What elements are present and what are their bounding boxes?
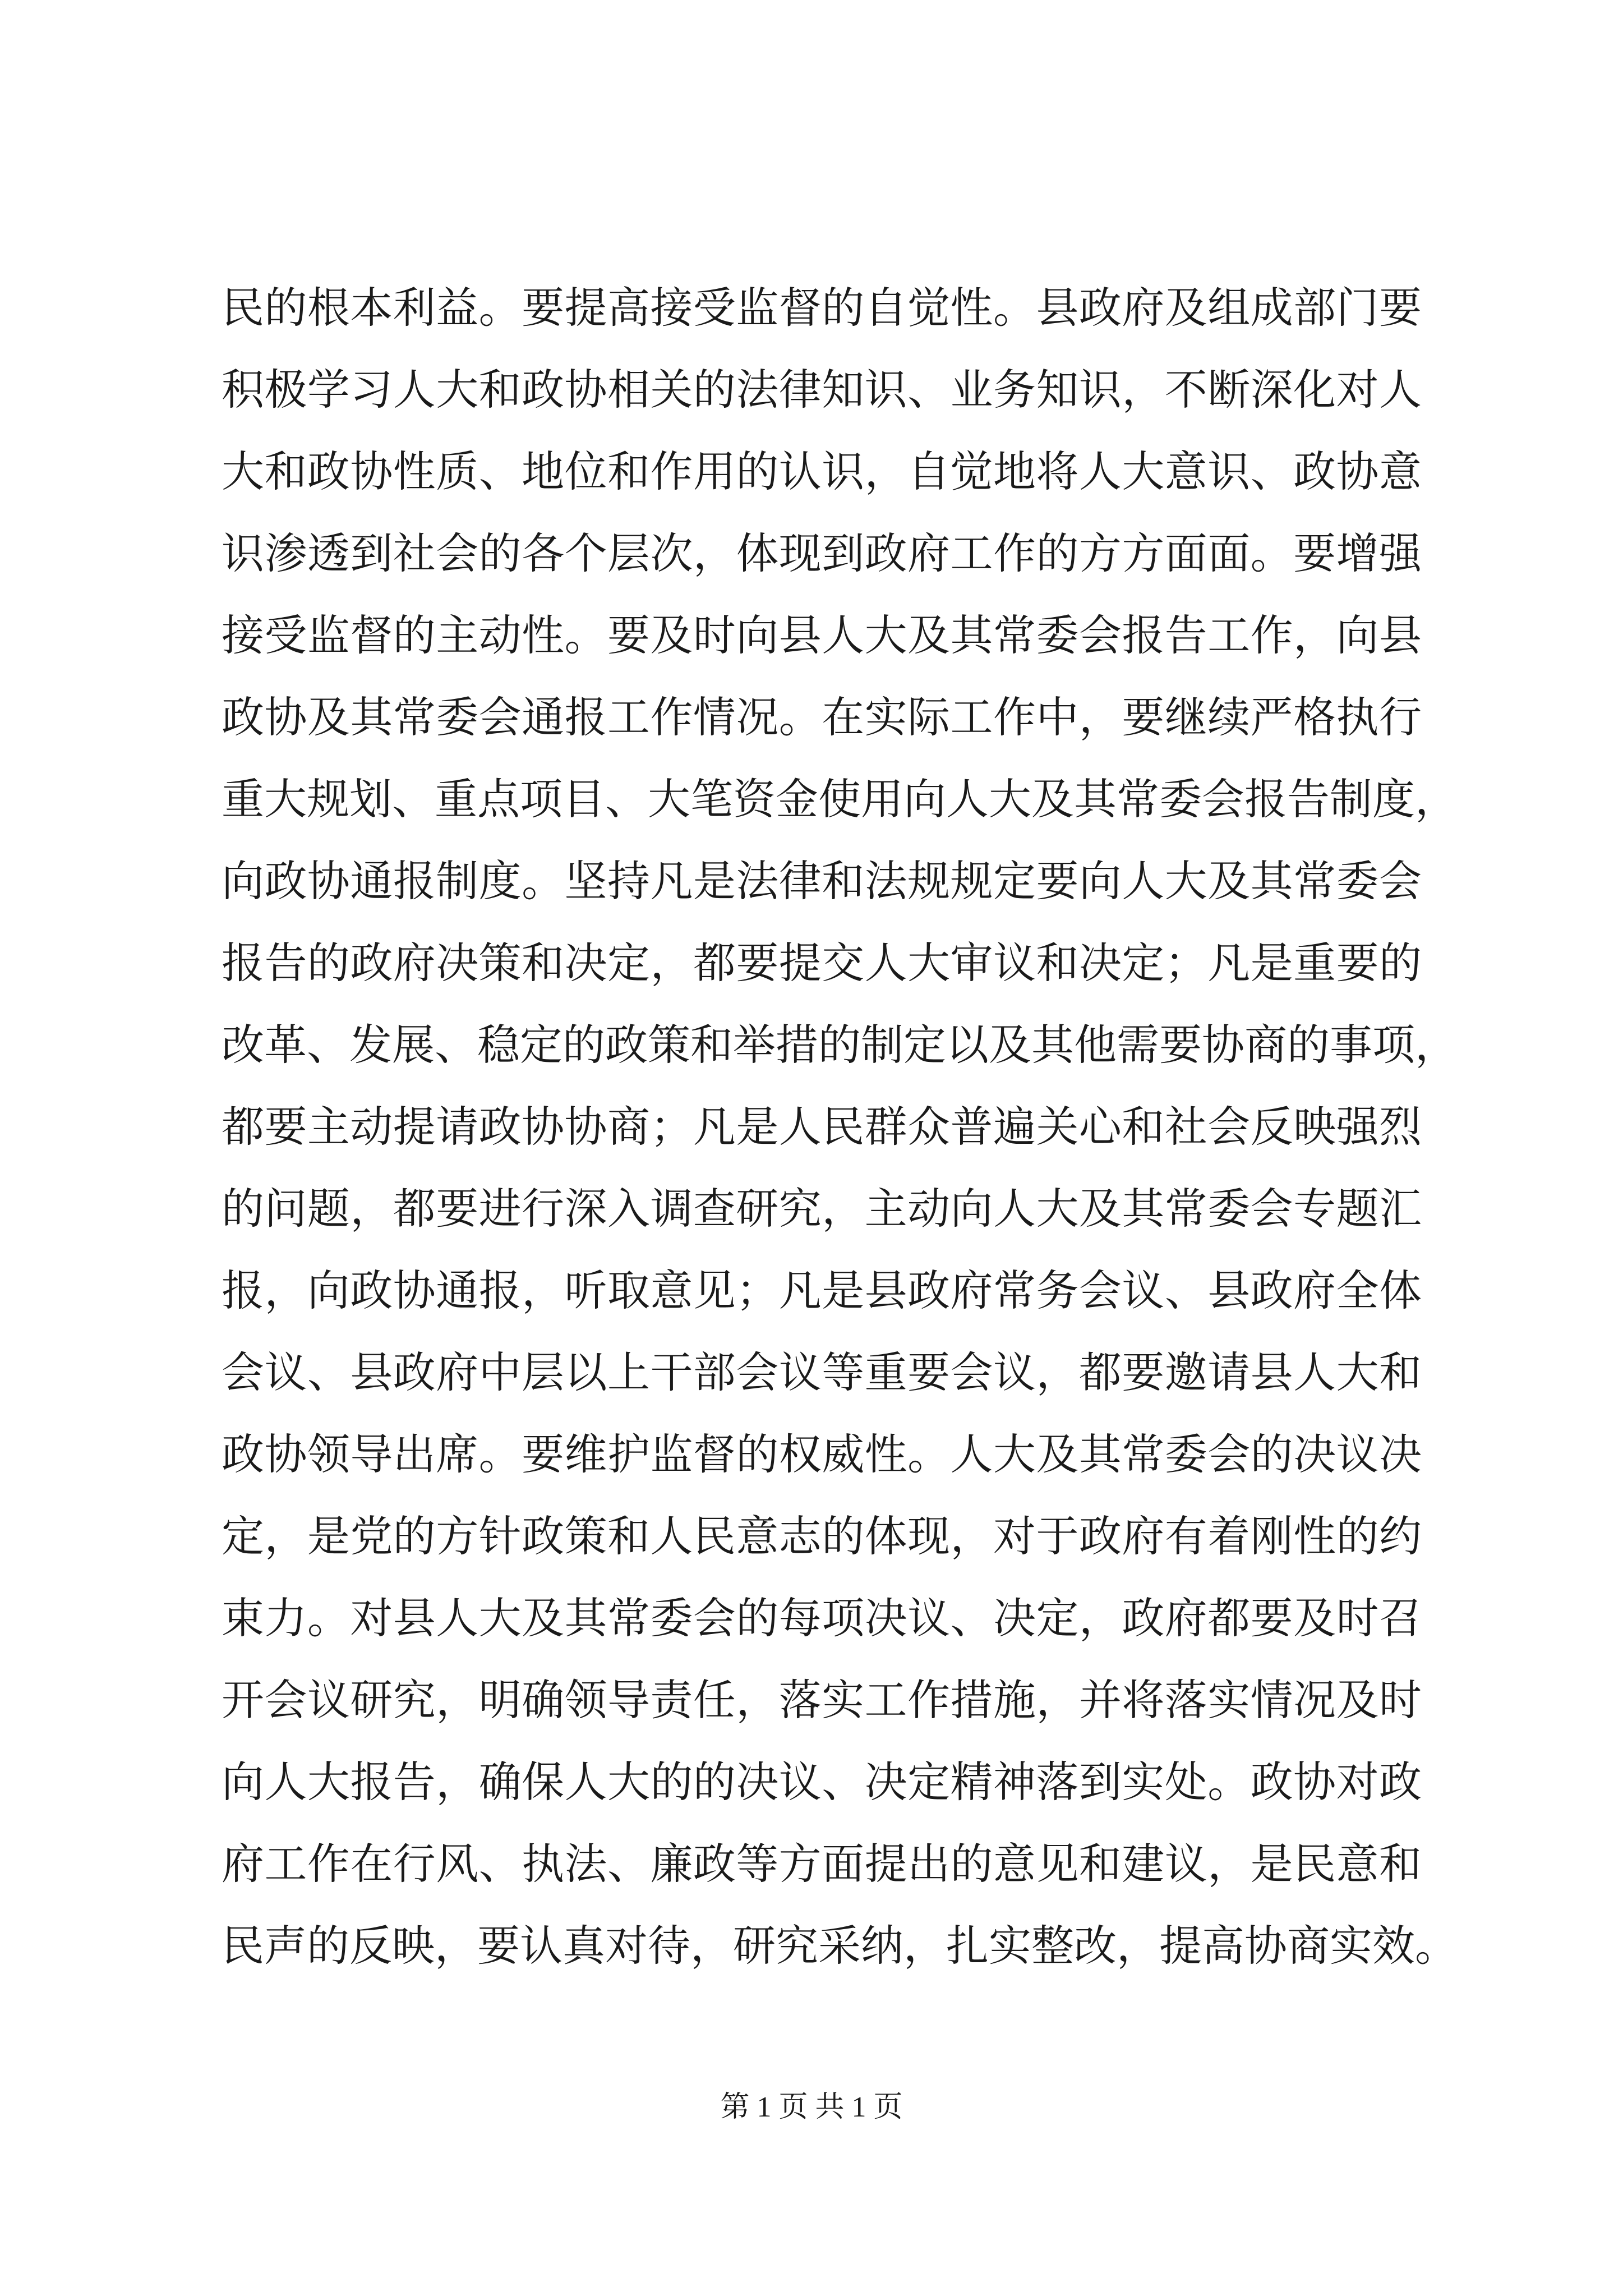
text-line: 定，是党的方针政策和人民意志的体现，对于政府有着刚性的约 (222, 1511, 1422, 1561)
text-line: 报告的政府决策和决定，都要提交人大审议和决定；凡是重要的 (222, 938, 1422, 988)
body-paragraph (222, 267, 1458, 1987)
text-line: 向人大报告，确保人大的的决议、决定精神落到实处。政协对政 (222, 1757, 1422, 1807)
page-number: 第 1 页 共 1 页 (720, 2091, 903, 2123)
text-line: 报，向政协通报，听取意见；凡是县政府常务会议、县政府全体 (222, 1266, 1422, 1315)
text-line: 都要主动提请政协协商；凡是人民群众普遍关心和社会反映强烈 (222, 1102, 1422, 1152)
text-line: 大和政协性质、地位和作用的认识，自觉地将人大意识、政协意 (222, 447, 1422, 496)
text-line: 重大规划、重点项目、大笔资金使用向人大及其常委会报告制度， (222, 774, 1458, 824)
text-line: 会议、县政府中层以上干部会议等重要会议，都要邀请县人大和 (222, 1347, 1422, 1397)
text-line: 束力。对县人大及其常委会的每项决议、决定，政府都要及时召 (222, 1593, 1422, 1643)
text-line: 改革、发展、稳定的政策和举措的制定以及其他需要协商的事项， (222, 1020, 1458, 1070)
text-line: 府工作在行风、执法、廉政等方面提出的意见和建议，是民意和 (222, 1839, 1422, 1889)
text-line: 接受监督的主动性。要及时向县人大及其常委会报告工作，向县 (222, 610, 1422, 660)
text-line: 开会议研究，明确领导责任，落实工作措施，并将落实情况及时 (222, 1675, 1422, 1725)
text-line: 的问题，都要进行深入调查研究，主动向人大及其常委会专题汇 (222, 1184, 1422, 1234)
text-line: 政协领导出席。要维护监督的权威性。人大及其常委会的决议决 (222, 1429, 1422, 1479)
text-line: 识渗透到社会的各个层次，体现到政府工作的方方面面。要增强 (222, 528, 1422, 578)
text-line: 民声的反映，要认真对待，研究采纳，扎实整改，提高协商实效。 (222, 1921, 1458, 1971)
text-line: 积极学习人大和政协相关的法律知识、业务知识，不断深化对人 (222, 365, 1422, 415)
text-line: 民的根本利益。要提高接受监督的自觉性。县政府及组成部门要 (222, 283, 1422, 333)
text-line: 向政协通报制度。坚持凡是法律和法规规定要向人大及其常委会 (222, 856, 1422, 906)
text-line: 政协及其常委会通报工作情况。在实际工作中，要继续严格执行 (222, 692, 1422, 742)
page-footer (0, 2088, 1623, 2127)
